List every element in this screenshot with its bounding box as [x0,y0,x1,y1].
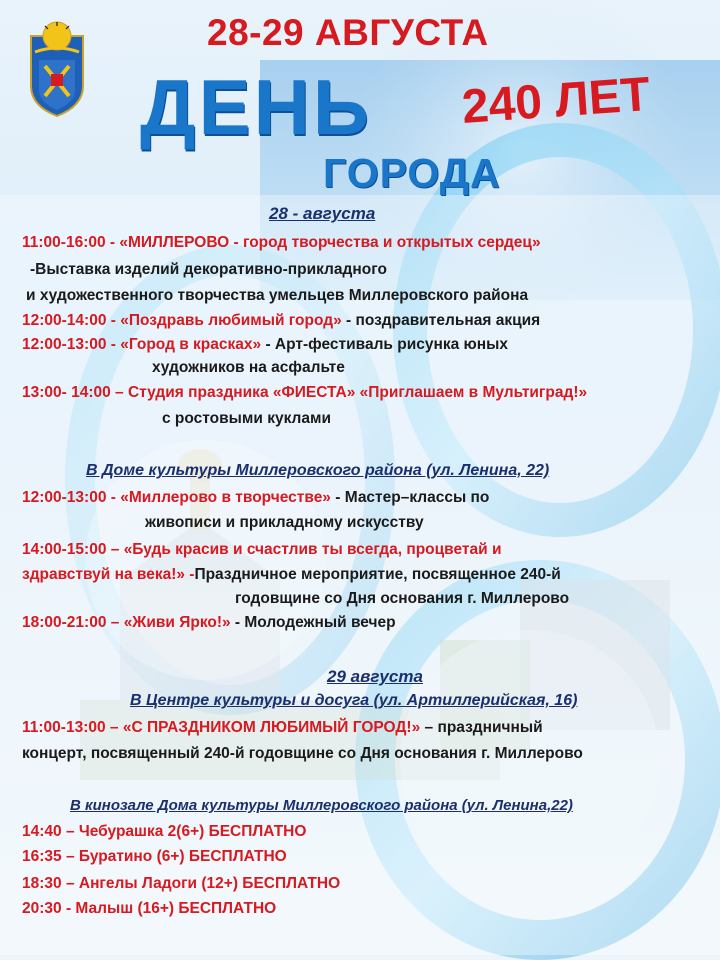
schedule-line-6: художников на асфальте [152,359,345,376]
event-description: Праздничное мероприятие, посвященное 240-й [194,566,561,583]
title-goroda: ГОРОДА [323,150,501,196]
schedule-line-7: 13:00- 14:00 – Студия праздника «ФИЕСТА» «Приглашаем в Мультиград!» [22,384,588,401]
event-title: «Миллерово в творчестве» [120,489,331,506]
schedule-line-15 [22,719,543,737]
event-description: - Мастер–классы по [330,489,490,506]
movie-item: 18:30 – Ангелы Ладоги (12+) БЕСПЛАТНО [22,875,341,892]
schedule-line-14 [22,614,396,632]
day1-date-heading: 28 - августа [269,204,376,223]
event-title: здравствуй на века!» - [22,566,195,583]
event-description: - поздравительная акция [341,312,541,329]
movie-item: 14:40 – Чебурашка 2(6+) БЕСПЛАТНО [22,823,307,840]
schedule-line-13: годовщине со Дня основания г. Миллерово [235,590,570,607]
schedule-line-8: с ростовыми куклами [162,410,331,427]
movie-item: 20:30 - Малыш (16+) БЕСПЛАТНО [22,900,277,917]
event-title: «С ПРАЗДНИКОМ ЛЮБИМЫЙ ГОРОД!» [122,719,421,736]
anniversary-badge: 240 ЛЕТ [460,67,652,134]
schedule-line-11 [22,541,501,559]
venue-heading-house-of-culture: В Доме культуры Миллеровского района (ул. Ленина, 22) [86,462,550,479]
schedule-line-1 [22,234,541,252]
event-title: «Будь красив и счастлив ты всегда, процветай и [123,541,502,558]
event-title: «Поздравь любимый город» [120,312,342,329]
event-title: «Город в красках» [120,336,262,353]
time-label: 11:00-13:00 – [22,719,123,736]
event-dates-title: 28-29 АВГУСТА [207,12,489,53]
schedule-line-3: и художественного творчества умельцев Миллеровского района [26,287,529,304]
time-label: 11:00-16:00 - [22,234,120,251]
event-description: – праздничный [420,719,543,736]
time-label: 14:00-15:00 – [22,541,124,558]
schedule-line-5 [22,336,508,354]
event-title: «Живи Ярко!» [123,614,231,631]
coat-of-arms-icon [25,20,89,118]
movie-item: 16:35 – Буратино (6+) БЕСПЛАТНО [22,848,287,865]
time-label: 12:00-13:00 - [22,336,121,353]
time-label: 12:00-13:00 - [22,489,121,506]
schedule-line-10: живописи и прикладному искусству [145,514,424,531]
venue-heading-cinema-hall: В кинозале Дома культуры Миллеровского района (ул. Ленина,22) [70,797,573,814]
title-den: ДЕНЬ [140,63,372,151]
schedule-line-4 [22,312,540,330]
schedule-line-9 [22,489,489,507]
day2-date-heading: 29 августа [327,667,423,686]
event-title: «МИЛЛЕРОВО - город творчества и открытых сердец» [119,234,541,251]
schedule-line-2: -Выставка изделий декоративно-прикладного [30,261,387,278]
schedule-line-16: концерт, посвященный 240-й годовщине со Дня основания г. Миллерово [22,745,583,762]
time-label: 12:00-14:00 - [22,312,121,329]
venue-heading-culture-center: В Центре культуры и досуга (ул. Артиллерийская, 16) [130,692,578,709]
schedule-line-12 [22,566,561,584]
event-description: - Молодежный вечер [230,614,396,631]
time-label: 18:00-21:00 – [22,614,124,631]
event-description: - Арт-фестиваль рисунка юных [261,336,509,353]
